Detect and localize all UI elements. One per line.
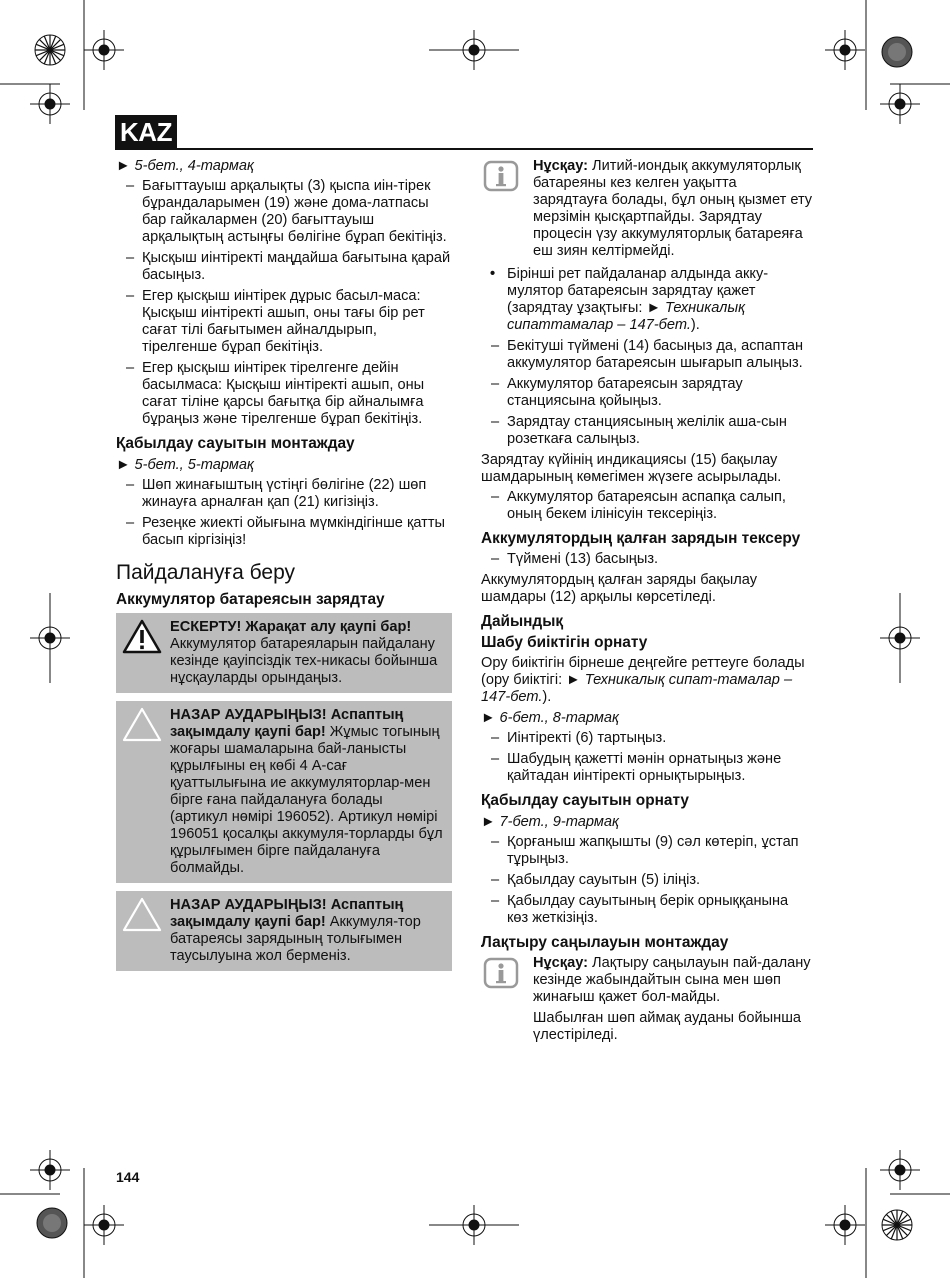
page-reference: ► 5-бет., 5-тармақ [116, 457, 254, 473]
list-item: – Иінтіректі (6) тартыңыз. [481, 730, 813, 747]
section-heading: Аккумулятордың қалған зарядын тексеру [481, 530, 801, 547]
step-list [481, 730, 813, 785]
list-item: • Бірінші рет пайдаланар алдында акку-мулятор батареясын зарядтау қажет (зарядтау ұзақтығы: ► Техникалық сипаттамалар – 147-бет.). [481, 266, 813, 334]
section-heading: Дайындық [481, 613, 564, 630]
caution-triangle-icon [122, 897, 170, 965]
info-icon [481, 955, 533, 1047]
bullet-list [481, 266, 813, 334]
page-reference: ► 6-бет., 8-тармақ [481, 710, 619, 726]
list-item: – Түймені (13) басыңыз. [481, 551, 813, 568]
page-reference: ► 5-бет., 4-тармақ [116, 158, 254, 174]
step-list [481, 338, 813, 448]
header-rule [115, 148, 813, 150]
language-tab: KAZ [115, 115, 177, 149]
caution-triangle-icon [122, 707, 170, 877]
list-item: – Шөп жинағыштың үстіңгі бөлігіне (22) шөп жинауға арналған қап (21) кигізіңіз. [116, 477, 452, 511]
list-item: – Бағыттауыш арқалықты (3) қыспа иін-тірек бұрандаларымен (19) және дома-латпасы бар гайкалармен (20) бағыттауыш арқалықтың астыңғы бөлігіне бұрап бекітіңіз. [116, 178, 452, 246]
section-heading: Лақтыру саңылауын монтаждау [481, 934, 729, 951]
warning-triangle-icon [122, 619, 170, 687]
step-list [116, 477, 452, 549]
note-box: Нұсқау: Лақтыру саңылауын пай-далану кезінде жабындайтын сына мен шөп жинағыш қажет бол-майды. Шабылған шөп аймақ ауданы бойынша үлестіріледі. [481, 955, 813, 1047]
section-heading: Қабылдау сауытын монтаждау [116, 435, 355, 452]
paragraph: Аккумулятордың қалған заряды бақылау шамдары (12) арқылы көрсетіледі. [481, 572, 757, 605]
section-heading: Қабылдау сауытын орнату [481, 792, 689, 809]
list-item: – Қабылдау сауытын (5) іліңіз. [481, 872, 813, 889]
step-list [481, 489, 813, 523]
caution-box: НАЗАР АУДАРЫҢЫЗ! Аспаптың зақымдалу қаупі бар! Жұмыс тогының жоғары шамаларына бай-ланысты құрылғыны ең көбі 4 А-сағ қуаттылығына ие аккумуляторлар-мен бірге ғана пайдалануға болады (артикул нөмірі 196052). Артикул нөмірі 196051 қосалқы аккумуля-торларды бұл құрылғымен бірге пайдалануға болмайды. [116, 701, 452, 883]
caution-box: НАЗАР АУДАРЫҢЫЗ! Аспаптың зақымдалу қаупі бар! Аккумуля-тор батареясы зарядының толығымен таусылуына жол берменіз. [116, 891, 452, 971]
page-number: 144 [116, 1169, 140, 1185]
list-item: – Егер қысқыш иінтірек дұрыс басыл-маса: Қысқыш иінтіректі ашып, оны тағы бір рет сағат тілі бағытымен айналдырып, тірелгенше бұрап бекітіңіз. [116, 288, 452, 356]
warning-box: ЕСКЕРТУ! Жарақат алу қаупі бар! Аккумулятор батареяларын пайдалану кезінде қауіпсіздік тех-никасы бойынша нұсқауларды орындаңыз. [116, 613, 452, 693]
list-item: – Шабудың қажетті мәнін орнатыңыз және қайтадан иінтіректі орнықтырыңыз. [481, 751, 813, 785]
list-item: – Қорғаныш жапқышты (9) сәл көтеріп, ұстап тұрыңыз. [481, 834, 813, 868]
chapter-title: Пайдалануға беру [116, 561, 296, 584]
list-item: – Резеңке жиекті ойығына мүмкіндігінше қатты басып кіргізіңіз! [116, 515, 452, 549]
info-icon [481, 158, 533, 260]
subsection-heading: Шабу биіктігін орнату [481, 634, 648, 651]
list-item: – Зарядтау станциясының желілік аша-сын розеткаға салыңыз. [481, 414, 813, 448]
note-box: Нұсқау: Литий-иондық аккумуляторлық батареяны кез келген уақытта зарядтауға болады, бұл оның қызмет ету мерзімін қысқартпайды. Зарядтау процесін үзу аккумуляторлық батареяға еш зиян келтірмейді. [481, 158, 813, 260]
left-column [116, 158, 452, 979]
step-list [481, 834, 813, 927]
paragraph: Зарядтау күйінің индикациясы (15) бақылау шамдарының көмегімен жүзеге асырылады. [481, 452, 782, 485]
list-item: – Аккумулятор батареясын аспапқа салып, оның бекем ілінісуін тексеріңіз. [481, 489, 813, 523]
list-item: – Қабылдау сауытының берік орныққанына көз жеткізіңіз. [481, 893, 813, 927]
right-column [481, 158, 813, 1051]
step-list [116, 178, 452, 428]
list-item: – Аккумулятор батареясын зарядтау станциясына қойыңыз. [481, 376, 813, 410]
list-item: – Қысқыш иінтіректі маңдайша бағытына қарай басыңыз. [116, 250, 452, 284]
section-heading: Аккумулятор батареясын зарядтау [116, 591, 385, 608]
paragraph: Ору биіктігін бірнеше деңгейге реттеуге болады (ору биіктігі: ► Техникалық сипат-тамалар – 147-бет.). [481, 655, 805, 705]
list-item: – Егер қысқыш иінтірек тірелгенге дейін басылмаса: Қысқыш иінтіректі ашып, оны сағат тіліне қарсы бағытқа бір айналымға бұраңыз және тірелгенше бұрап бекітіңіз. [116, 360, 452, 428]
list-item: – Бекітуші түймені (14) басыңыз да, аспаптан аккумулятор батареясын шығарып алыңыз. [481, 338, 813, 372]
page-reference: ► 7-бет., 9-тармақ [481, 814, 619, 830]
step-list [481, 551, 813, 568]
